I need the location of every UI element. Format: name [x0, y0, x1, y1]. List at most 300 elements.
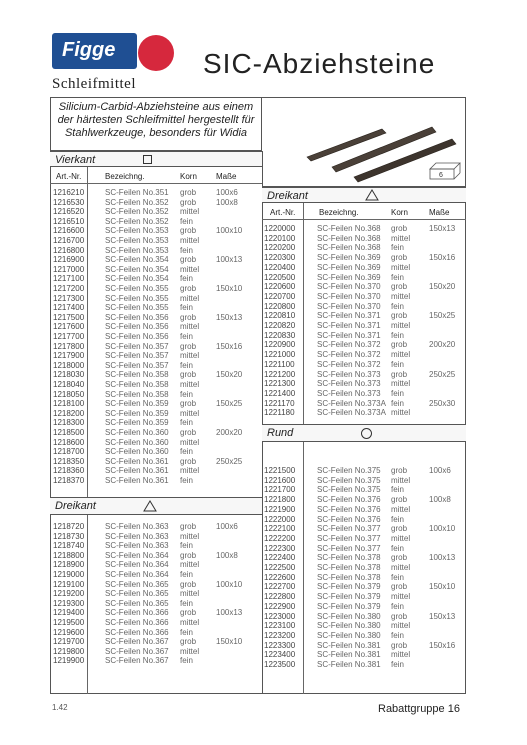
article-number: 1221800 — [264, 495, 296, 505]
grain: grob — [391, 311, 408, 321]
section-header-rund — [262, 424, 466, 442]
article-number: 1218370 — [53, 476, 85, 485]
designation: SC-Feilen No.367 — [105, 656, 169, 666]
article-number: 1223100 — [264, 621, 296, 631]
description-line: der härtesten Schleifmittel hergestellt für — [57, 114, 255, 126]
dimensions: 150x20 — [216, 370, 243, 380]
grain: fein — [391, 485, 404, 495]
article-number: 1219700 — [53, 637, 85, 647]
designation: SC-Feilen No.364 — [105, 560, 169, 570]
designation: SC-Feilen No.380 — [317, 630, 381, 640]
col-header-mass: Maße — [216, 172, 237, 181]
article-number: 1219000 — [53, 570, 85, 579]
article-number: 1218740 — [53, 541, 85, 551]
dimensions: 150x25 — [429, 311, 456, 321]
article-number: 1223200 — [264, 630, 296, 640]
grain: mittel — [180, 351, 200, 361]
grain: grob — [180, 550, 197, 560]
dimensions: 100x10 — [216, 579, 243, 589]
article-number: 1219500 — [53, 618, 85, 627]
article-number: 1216530 — [53, 197, 85, 207]
col-header-korn: Korn — [391, 208, 408, 217]
designation: SC-Feilen No.357 — [105, 360, 169, 370]
designation: SC-Feilen No.356 — [105, 312, 169, 322]
designation: SC-Feilen No.369 — [317, 253, 381, 263]
grain: mittel — [391, 504, 411, 514]
dimensions: 150x16 — [429, 253, 456, 263]
designation: SC-Feilen No.379 — [317, 601, 381, 611]
grain: fein — [391, 398, 404, 408]
article-number: 1216210 — [53, 188, 85, 197]
article-number: 1216510 — [53, 216, 85, 226]
designation: SC-Feilen No.354 — [105, 274, 169, 284]
grain: mittel — [391, 408, 411, 418]
article-number: 1218730 — [53, 531, 85, 541]
article-number: 1220830 — [264, 330, 296, 340]
designation: SC-Feilen No.353 — [105, 245, 169, 255]
grain: grob — [180, 522, 197, 531]
article-number: 1217900 — [53, 351, 85, 361]
designation: SC-Feilen No.381 — [317, 660, 381, 669]
page-title: SIC-Abziehsteine — [203, 48, 436, 79]
grain: fein — [391, 660, 404, 669]
grain: mittel — [180, 293, 200, 303]
designation: SC-Feilen No.379 — [317, 582, 381, 592]
circle-icon — [361, 428, 372, 439]
grain: mittel — [180, 408, 200, 418]
designation: SC-Feilen No.378 — [317, 553, 381, 563]
art-column-line — [303, 203, 304, 694]
article-number: 1218300 — [53, 418, 85, 428]
article-number: 1219200 — [53, 589, 85, 599]
designation: SC-Feilen No.376 — [317, 514, 381, 524]
grain: mittel — [180, 236, 200, 245]
designation: SC-Feilen No.368 — [317, 224, 381, 233]
article-number: 1219800 — [53, 646, 85, 656]
article-number: 1218600 — [53, 437, 85, 447]
grain: grob — [391, 553, 408, 563]
grain: fein — [391, 572, 404, 582]
section-title: Vierkant — [55, 154, 96, 166]
article-number: 1223400 — [264, 650, 296, 660]
grain: grob — [391, 466, 408, 475]
grain: grob — [180, 341, 197, 351]
article-number: 1222700 — [264, 582, 296, 592]
grain: mittel — [391, 321, 411, 330]
grain: mittel — [391, 233, 411, 243]
designation: SC-Feilen No.363 — [105, 531, 169, 541]
designation: SC-Feilen No.355 — [105, 303, 169, 313]
col-header-mass: Maße — [429, 208, 450, 217]
article-number: 1222600 — [264, 572, 296, 582]
designation: SC-Feilen No.373 — [317, 379, 381, 389]
designation: SC-Feilen No.377 — [317, 533, 381, 543]
designation: SC-Feilen No.378 — [317, 572, 381, 582]
grain: fein — [180, 303, 193, 313]
article-number: 1218040 — [53, 380, 85, 389]
article-number: 1222900 — [264, 601, 296, 611]
grain: fein — [391, 543, 404, 553]
article-number: 1221170 — [264, 398, 295, 408]
grain: fein — [180, 332, 193, 341]
designation: SC-Feilen No.363 — [105, 522, 169, 531]
designation: SC-Feilen No.355 — [105, 284, 169, 293]
grain: mittel — [180, 264, 200, 274]
designation: SC-Feilen No.370 — [317, 282, 381, 292]
dimensions: 250x30 — [429, 398, 456, 408]
section-header-vierkant — [50, 151, 262, 167]
grain: fein — [180, 360, 193, 370]
grain: mittel — [180, 646, 200, 656]
article-number: 1220400 — [264, 262, 296, 272]
article-number: 1221500 — [264, 466, 296, 475]
col-header-korn: Korn — [180, 172, 197, 181]
dimensions: 150x13 — [429, 611, 456, 621]
article-number: 1217100 — [53, 274, 85, 284]
designation: SC-Feilen No.372 — [317, 350, 381, 360]
discount-group: Rabattgruppe 16 — [378, 703, 460, 715]
grain: grob — [180, 456, 197, 466]
product-description — [50, 97, 262, 151]
designation: SC-Feilen No.375 — [317, 475, 381, 485]
article-number: 1220900 — [264, 340, 296, 350]
col-header-art: Art.-Nr. — [56, 172, 82, 181]
article-number: 1218050 — [53, 389, 85, 399]
article-number: 1222800 — [264, 592, 296, 602]
grain: fein — [391, 601, 404, 611]
designation: SC-Feilen No.359 — [105, 418, 169, 428]
grain: grob — [391, 495, 408, 505]
dimensions: 100x6 — [216, 188, 238, 197]
grain: mittel — [180, 618, 200, 627]
designation: SC-Feilen No.378 — [317, 563, 381, 572]
col-header-bez: Bezeichng. — [105, 172, 145, 181]
designation: SC-Feilen No.367 — [105, 637, 169, 647]
article-number: 1218700 — [53, 447, 85, 457]
grain: fein — [180, 541, 193, 551]
article-number: 1218720 — [53, 522, 85, 531]
dimensions: 150x25 — [216, 399, 243, 409]
grain: mittel — [391, 592, 411, 602]
designation: SC-Feilen No.369 — [317, 262, 381, 272]
dimensions: 150x10 — [216, 637, 243, 647]
grain: grob — [180, 370, 197, 380]
article-number: 1218360 — [53, 466, 85, 476]
article-number: 1220600 — [264, 282, 296, 292]
dimensions: 100x13 — [429, 553, 456, 563]
grain: grob — [180, 188, 197, 197]
article-number: 1216520 — [53, 207, 85, 217]
designation: SC-Feilen No.356 — [105, 322, 169, 332]
grain: grob — [391, 524, 408, 534]
designation: SC-Feilen No.353 — [105, 226, 169, 236]
dimensions: 250x25 — [429, 369, 456, 379]
grain: mittel — [391, 621, 411, 631]
article-number: 1219400 — [53, 608, 85, 618]
article-number: 1217600 — [53, 322, 85, 332]
designation: SC-Feilen No.360 — [105, 428, 169, 437]
article-number: 1220820 — [264, 321, 296, 330]
article-number: 1221300 — [264, 379, 296, 389]
header-rule — [262, 219, 466, 220]
article-number: 1223000 — [264, 611, 296, 621]
art-column-line — [87, 167, 88, 694]
grain: mittel — [391, 563, 411, 572]
logo-subtitle: Schleifmittel — [52, 76, 136, 92]
column-divider — [262, 151, 263, 694]
designation: SC-Feilen No.371 — [317, 311, 381, 321]
section-title: Dreikant — [55, 500, 96, 512]
dimensions: 150x13 — [216, 312, 243, 322]
designation: SC-Feilen No.355 — [105, 293, 169, 303]
designation: SC-Feilen No.369 — [317, 272, 381, 282]
section-title: Dreikant — [267, 190, 308, 202]
grain: fein — [391, 330, 404, 340]
designation: SC-Feilen No.372 — [317, 359, 381, 369]
article-number: 1217000 — [53, 264, 85, 274]
article-number: 1221400 — [264, 388, 296, 398]
article-number: 1216900 — [53, 255, 85, 265]
designation: SC-Feilen No.359 — [105, 399, 169, 409]
designation: SC-Feilen No.357 — [105, 351, 169, 361]
designation: SC-Feilen No.352 — [105, 216, 169, 226]
grain: fein — [180, 656, 193, 666]
designation: SC-Feilen No.380 — [317, 611, 381, 621]
grain: fein — [180, 418, 193, 428]
article-number: 1218200 — [53, 408, 85, 418]
article-number: 1218900 — [53, 560, 85, 570]
article-number: 1222000 — [264, 514, 296, 524]
grain: grob — [180, 226, 197, 236]
dimensions: 200x20 — [429, 340, 456, 350]
article-number: 1217800 — [53, 341, 85, 351]
article-number: 1216600 — [53, 226, 85, 236]
designation: SC-Feilen No.357 — [105, 341, 169, 351]
designation: SC-Feilen No.364 — [105, 550, 169, 560]
section-header-dreikant — [50, 497, 262, 515]
dimensions: 150x13 — [429, 224, 456, 233]
designation: SC-Feilen No.360 — [105, 437, 169, 447]
logo-circle — [138, 35, 174, 71]
grain: fein — [180, 389, 193, 399]
article-number: 1220810 — [264, 311, 296, 321]
designation: SC-Feilen No.377 — [317, 543, 381, 553]
grain: fein — [391, 630, 404, 640]
article-number: 1217500 — [53, 312, 85, 322]
article-number: 1217200 — [53, 284, 85, 293]
section-header-dreikant-right — [262, 187, 466, 203]
grain: fein — [180, 598, 193, 608]
designation: SC-Feilen No.366 — [105, 608, 169, 618]
product-photo — [262, 97, 466, 187]
article-number: 1223500 — [264, 660, 296, 669]
article-number: 1220300 — [264, 253, 296, 263]
grain: fein — [180, 216, 193, 226]
grain: fein — [180, 245, 193, 255]
article-number: 1222500 — [264, 563, 296, 572]
designation: SC-Feilen No.354 — [105, 264, 169, 274]
designation: SC-Feilen No.373 — [317, 369, 381, 379]
grain: fein — [180, 570, 193, 579]
article-number: 1220200 — [264, 243, 296, 253]
designation: SC-Feilen No.351 — [105, 188, 169, 197]
article-number: 1217400 — [53, 303, 85, 313]
designation: SC-Feilen No.380 — [317, 621, 381, 631]
grain: grob — [180, 312, 197, 322]
designation: SC-Feilen No.377 — [317, 524, 381, 534]
article-number: 1218350 — [53, 456, 85, 466]
article-number: 1220700 — [264, 291, 296, 301]
col-header-art: Art.-Nr. — [270, 208, 296, 217]
grain: mittel — [180, 589, 200, 599]
grain: fein — [391, 301, 404, 311]
designation: SC-Feilen No.365 — [105, 589, 169, 599]
grain: grob — [391, 224, 408, 233]
designation: SC-Feilen No.358 — [105, 389, 169, 399]
grain: mittel — [180, 466, 200, 476]
dimensions: 100x8 — [429, 495, 451, 505]
page-code: 1.42 — [52, 703, 68, 712]
designation: SC-Feilen No.361 — [105, 456, 169, 466]
article-number: 1222300 — [264, 543, 296, 553]
article-number: 1218800 — [53, 550, 85, 560]
grain: grob — [180, 399, 197, 409]
dimensions: 150x10 — [216, 284, 243, 293]
article-number: 1221600 — [264, 475, 296, 485]
grain: fein — [180, 476, 193, 485]
article-number: 1222200 — [264, 533, 296, 543]
designation: SC-Feilen No.365 — [105, 579, 169, 589]
grain: fein — [180, 627, 193, 637]
designation: SC-Feilen No.376 — [317, 504, 381, 514]
dimensions: 100x6 — [216, 522, 238, 531]
dimensions: 150x10 — [429, 582, 456, 592]
grain: grob — [391, 340, 408, 350]
article-number: 1223300 — [264, 640, 296, 650]
dimensions: 100x13 — [216, 255, 243, 265]
designation: SC-Feilen No.375 — [317, 466, 381, 475]
designation: SC-Feilen No.354 — [105, 255, 169, 265]
designation: SC-Feilen No.352 — [105, 207, 169, 217]
header-rule — [50, 183, 262, 184]
designation: SC-Feilen No.360 — [105, 447, 169, 457]
article-number: 1221200 — [264, 369, 296, 379]
dimensions: 150x20 — [429, 282, 456, 292]
article-number: 1219900 — [53, 656, 85, 666]
designation: SC-Feilen No.376 — [317, 495, 381, 505]
article-number: 1221100 — [264, 359, 295, 369]
dimensions: 100x10 — [216, 226, 243, 236]
square-icon — [143, 155, 152, 164]
designation: SC-Feilen No.358 — [105, 380, 169, 389]
grain: mittel — [391, 379, 411, 389]
designation: SC-Feilen No.356 — [105, 332, 169, 341]
article-number: 1218000 — [53, 360, 85, 370]
grain: mittel — [391, 475, 411, 485]
col-header-bez: Bezeichng. — [319, 208, 359, 217]
article-number: 1220800 — [264, 301, 296, 311]
dimensions: 250x25 — [216, 456, 243, 466]
grain: grob — [391, 640, 408, 650]
grain: grob — [180, 284, 197, 293]
designation: SC-Feilen No.366 — [105, 618, 169, 627]
grain: fein — [180, 447, 193, 457]
grain: mittel — [180, 531, 200, 541]
designation: SC-Feilen No.373A — [317, 398, 386, 408]
grain: fein — [391, 272, 404, 282]
grain: grob — [391, 282, 408, 292]
article-number: 1220100 — [264, 233, 296, 243]
designation: SC-Feilen No.371 — [317, 330, 381, 340]
grain: mittel — [180, 380, 200, 389]
designation: SC-Feilen No.371 — [317, 321, 381, 330]
grain: grob — [180, 428, 197, 437]
designation: SC-Feilen No.381 — [317, 650, 381, 660]
designation: SC-Feilen No.370 — [317, 291, 381, 301]
designation: SC-Feilen No.358 — [105, 370, 169, 380]
article-number: 1216800 — [53, 245, 85, 255]
article-number: 1222400 — [264, 553, 296, 563]
article-number: 1219100 — [53, 579, 85, 589]
logo-text: Figge — [52, 33, 137, 69]
designation: SC-Feilen No.375 — [317, 485, 381, 495]
designation: SC-Feilen No.363 — [105, 541, 169, 551]
grain: mittel — [391, 350, 411, 360]
designation: SC-Feilen No.372 — [317, 340, 381, 350]
grain: grob — [180, 637, 197, 647]
description-line: Silicium-Carbid-Abziehsteine aus einem — [58, 101, 254, 113]
article-number: 1220500 — [264, 272, 296, 282]
article-number: 1222100 — [264, 524, 296, 534]
designation: SC-Feilen No.352 — [105, 197, 169, 207]
grain: grob — [391, 582, 408, 592]
article-number: 1221900 — [264, 504, 296, 514]
article-number: 1217700 — [53, 332, 85, 341]
grain: mittel — [180, 437, 200, 447]
article-number: 1218030 — [53, 370, 85, 380]
designation: SC-Feilen No.379 — [317, 592, 381, 602]
grain: mittel — [180, 207, 200, 217]
article-number: 1221700 — [264, 485, 296, 495]
grain: mittel — [391, 262, 411, 272]
article-number: 1218500 — [53, 428, 85, 437]
designation: SC-Feilen No.373A — [317, 408, 386, 418]
triangle-icon — [143, 500, 157, 512]
designation: SC-Feilen No.366 — [105, 627, 169, 637]
grain: grob — [180, 255, 197, 265]
designation: SC-Feilen No.368 — [317, 243, 381, 253]
dimensions: 150x16 — [216, 341, 243, 351]
article-number: 1221000 — [264, 350, 296, 360]
grain: grob — [180, 579, 197, 589]
dimensions: 100x8 — [216, 550, 238, 560]
designation: SC-Feilen No.368 — [317, 233, 381, 243]
grain: grob — [391, 369, 408, 379]
article-number: 1220000 — [264, 224, 296, 233]
grain: fein — [391, 514, 404, 524]
article-number: 1217300 — [53, 293, 85, 303]
photo-label: 6 — [439, 172, 443, 179]
article-number: 1219600 — [53, 627, 85, 637]
article-number: 1219300 — [53, 598, 85, 608]
grain: fein — [391, 359, 404, 369]
grain: mittel — [391, 533, 411, 543]
grain: mittel — [180, 322, 200, 332]
article-number: 1221180 — [264, 408, 295, 418]
designation: SC-Feilen No.373 — [317, 388, 381, 398]
grain: mittel — [391, 650, 411, 660]
dimensions: 100x13 — [216, 608, 243, 618]
